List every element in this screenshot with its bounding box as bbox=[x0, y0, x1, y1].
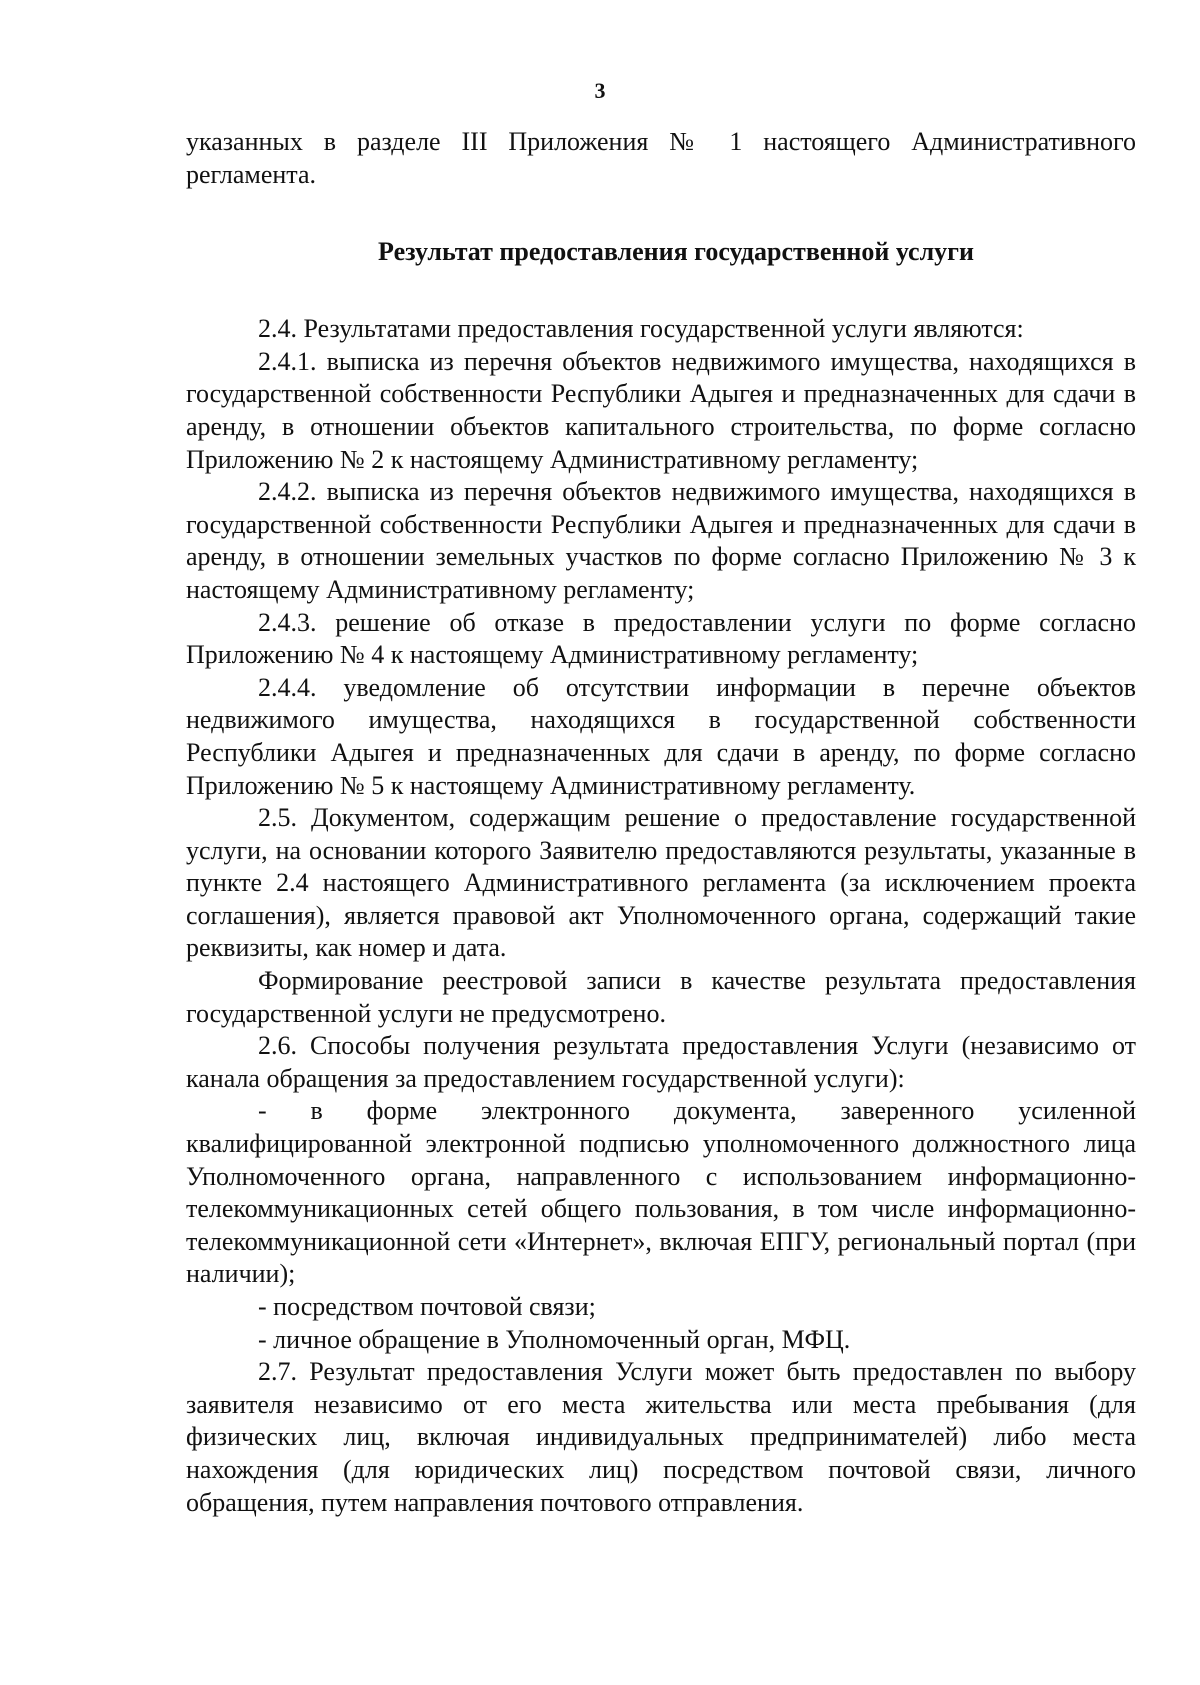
intro-paragraph: указанных в разделе III Приложения № 1 настоящего Административного регламента. bbox=[186, 127, 1136, 189]
list-item-postal: - посредством почтовой связи; bbox=[258, 1292, 596, 1321]
paragraph-2-4-2: 2.4.2. выписка из перечня объектов недвижимого имущества, находящихся в государственной собственности Республики Адыгея и предназначенных для сдачи в аренду, в отношении земельных участков по форме согласно Приложению № 3 к настоящему Административному регламенту; bbox=[186, 477, 1136, 604]
paragraph-registry-record: Формирование реестровой записи в качестве результата предоставления государственной услуги не предусмотрено. bbox=[186, 966, 1136, 1028]
paragraph-2-6: 2.6. Способы получения результата предоставления Услуги (независимо от канала обращения за предоставлением государственной услуги): bbox=[186, 1031, 1136, 1093]
paragraph-2-7: 2.7. Результат предоставления Услуги может быть предоставлен по выбору заявителя независимо от его места жительства или места пребывания (для физических лиц, включая индивидуальных предпринимателей) либо места нахождения (для юридических лиц) посредством почтовой связи, личного обращения, путем направления почтового отправления. bbox=[186, 1357, 1136, 1517]
paragraph-2-5: 2.5. Документом, содержащим решение о предоставление государственной услуги, на основании которого Заявителю предоставляются результаты, указанные в пункте 2.4 настоящего Административного регламента (за исключением проекта соглашения), является правовой акт Уполномоченного органа, содержащий такие реквизиты, как номер и дата. bbox=[186, 803, 1136, 963]
list-item-personal-visit: - личное обращение в Уполномоченный орган, МФЦ. bbox=[258, 1324, 851, 1354]
paragraph-2-4-3: 2.4.3. решение об отказе в предоставлении услуги по форме согласно Приложению № 4 к настоящему Административному регламенту; bbox=[186, 607, 1136, 670]
paragraph-2-4-1: 2.4.1. выписка из перечня объектов недвижимого имущества, находящихся в государственной собственности Республики Адыгея и предназначенных для сдачи в аренду, в отношении объектов капитального строительства, по форме согласно Приложению № 2 к настоящему Административному регламенту; bbox=[186, 346, 1136, 474]
paragraph-2-4-4: 2.4.4. уведомление об отсутствии информации в перечне объектов недвижимого имущества, находящихся в государственной собственности Республики Адыгея и предназначенных для сдачи в аренду, по форме согласно Приложению № 5 к настоящему Административному регламенту. bbox=[186, 672, 1136, 800]
list-item-electronic-document: - в форме электронного документа, заверенного усиленной квалифицированной электронной подписью уполномоченного должностного лица Уполномоченного органа, направленного с использованием информационно-телекоммуникационных сетей общего пользования, в том числе информационно-телекоммуникационной сети «Интернет», включая ЕПГУ, региональный портал (при наличии); bbox=[186, 1096, 1136, 1289]
paragraph-2-4: 2.4. Результатами предоставления государственной услуги являются: bbox=[258, 314, 1024, 344]
document-body bbox=[186, 126, 1136, 1519]
section-heading: Результат предоставления государственной услуги bbox=[378, 237, 974, 267]
page-number: 3 bbox=[594, 78, 606, 103]
